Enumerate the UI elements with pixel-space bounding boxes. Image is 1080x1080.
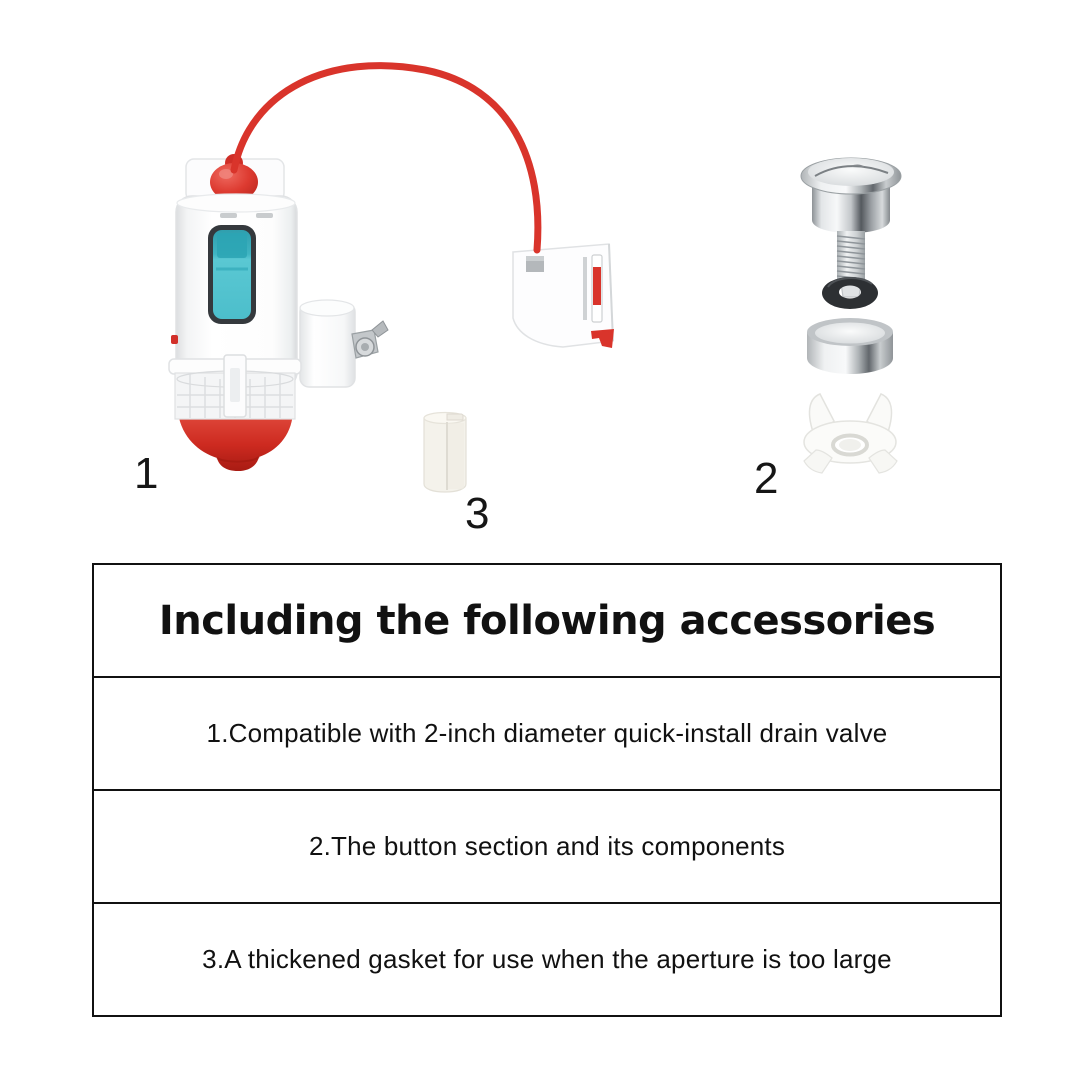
accessory-row-3: 3.A thickened gasket for use when the aperture is too large bbox=[202, 944, 892, 974]
flush-button-assembly bbox=[801, 158, 901, 473]
accessories-table bbox=[92, 563, 1002, 1017]
metal-clamp bbox=[352, 321, 388, 358]
part-2-label: 2 bbox=[754, 454, 779, 503]
part-3-label: 3 bbox=[465, 489, 490, 538]
overflow-tube bbox=[300, 300, 388, 387]
float-window bbox=[208, 225, 256, 324]
bracket-red-slider bbox=[593, 267, 601, 305]
thickened-gasket bbox=[424, 413, 466, 493]
part-1-label: 1 bbox=[134, 449, 159, 498]
accessory-row-1: 1.Compatible with 2-inch diameter quick-install drain valve bbox=[94, 678, 1000, 791]
accessory-row-2: 2.The button section and its components bbox=[94, 791, 1000, 904]
accessories-table-title: Including the following accessories bbox=[94, 565, 1000, 678]
cable-bracket bbox=[513, 244, 614, 348]
bracket-red-hook bbox=[591, 329, 614, 348]
drain-valve-assembly bbox=[169, 154, 388, 471]
chrome-trim-ring bbox=[807, 318, 893, 374]
plastic-wing-nut bbox=[804, 394, 897, 473]
valve-base-skirt bbox=[169, 355, 301, 419]
dual-flush-button bbox=[801, 158, 901, 233]
